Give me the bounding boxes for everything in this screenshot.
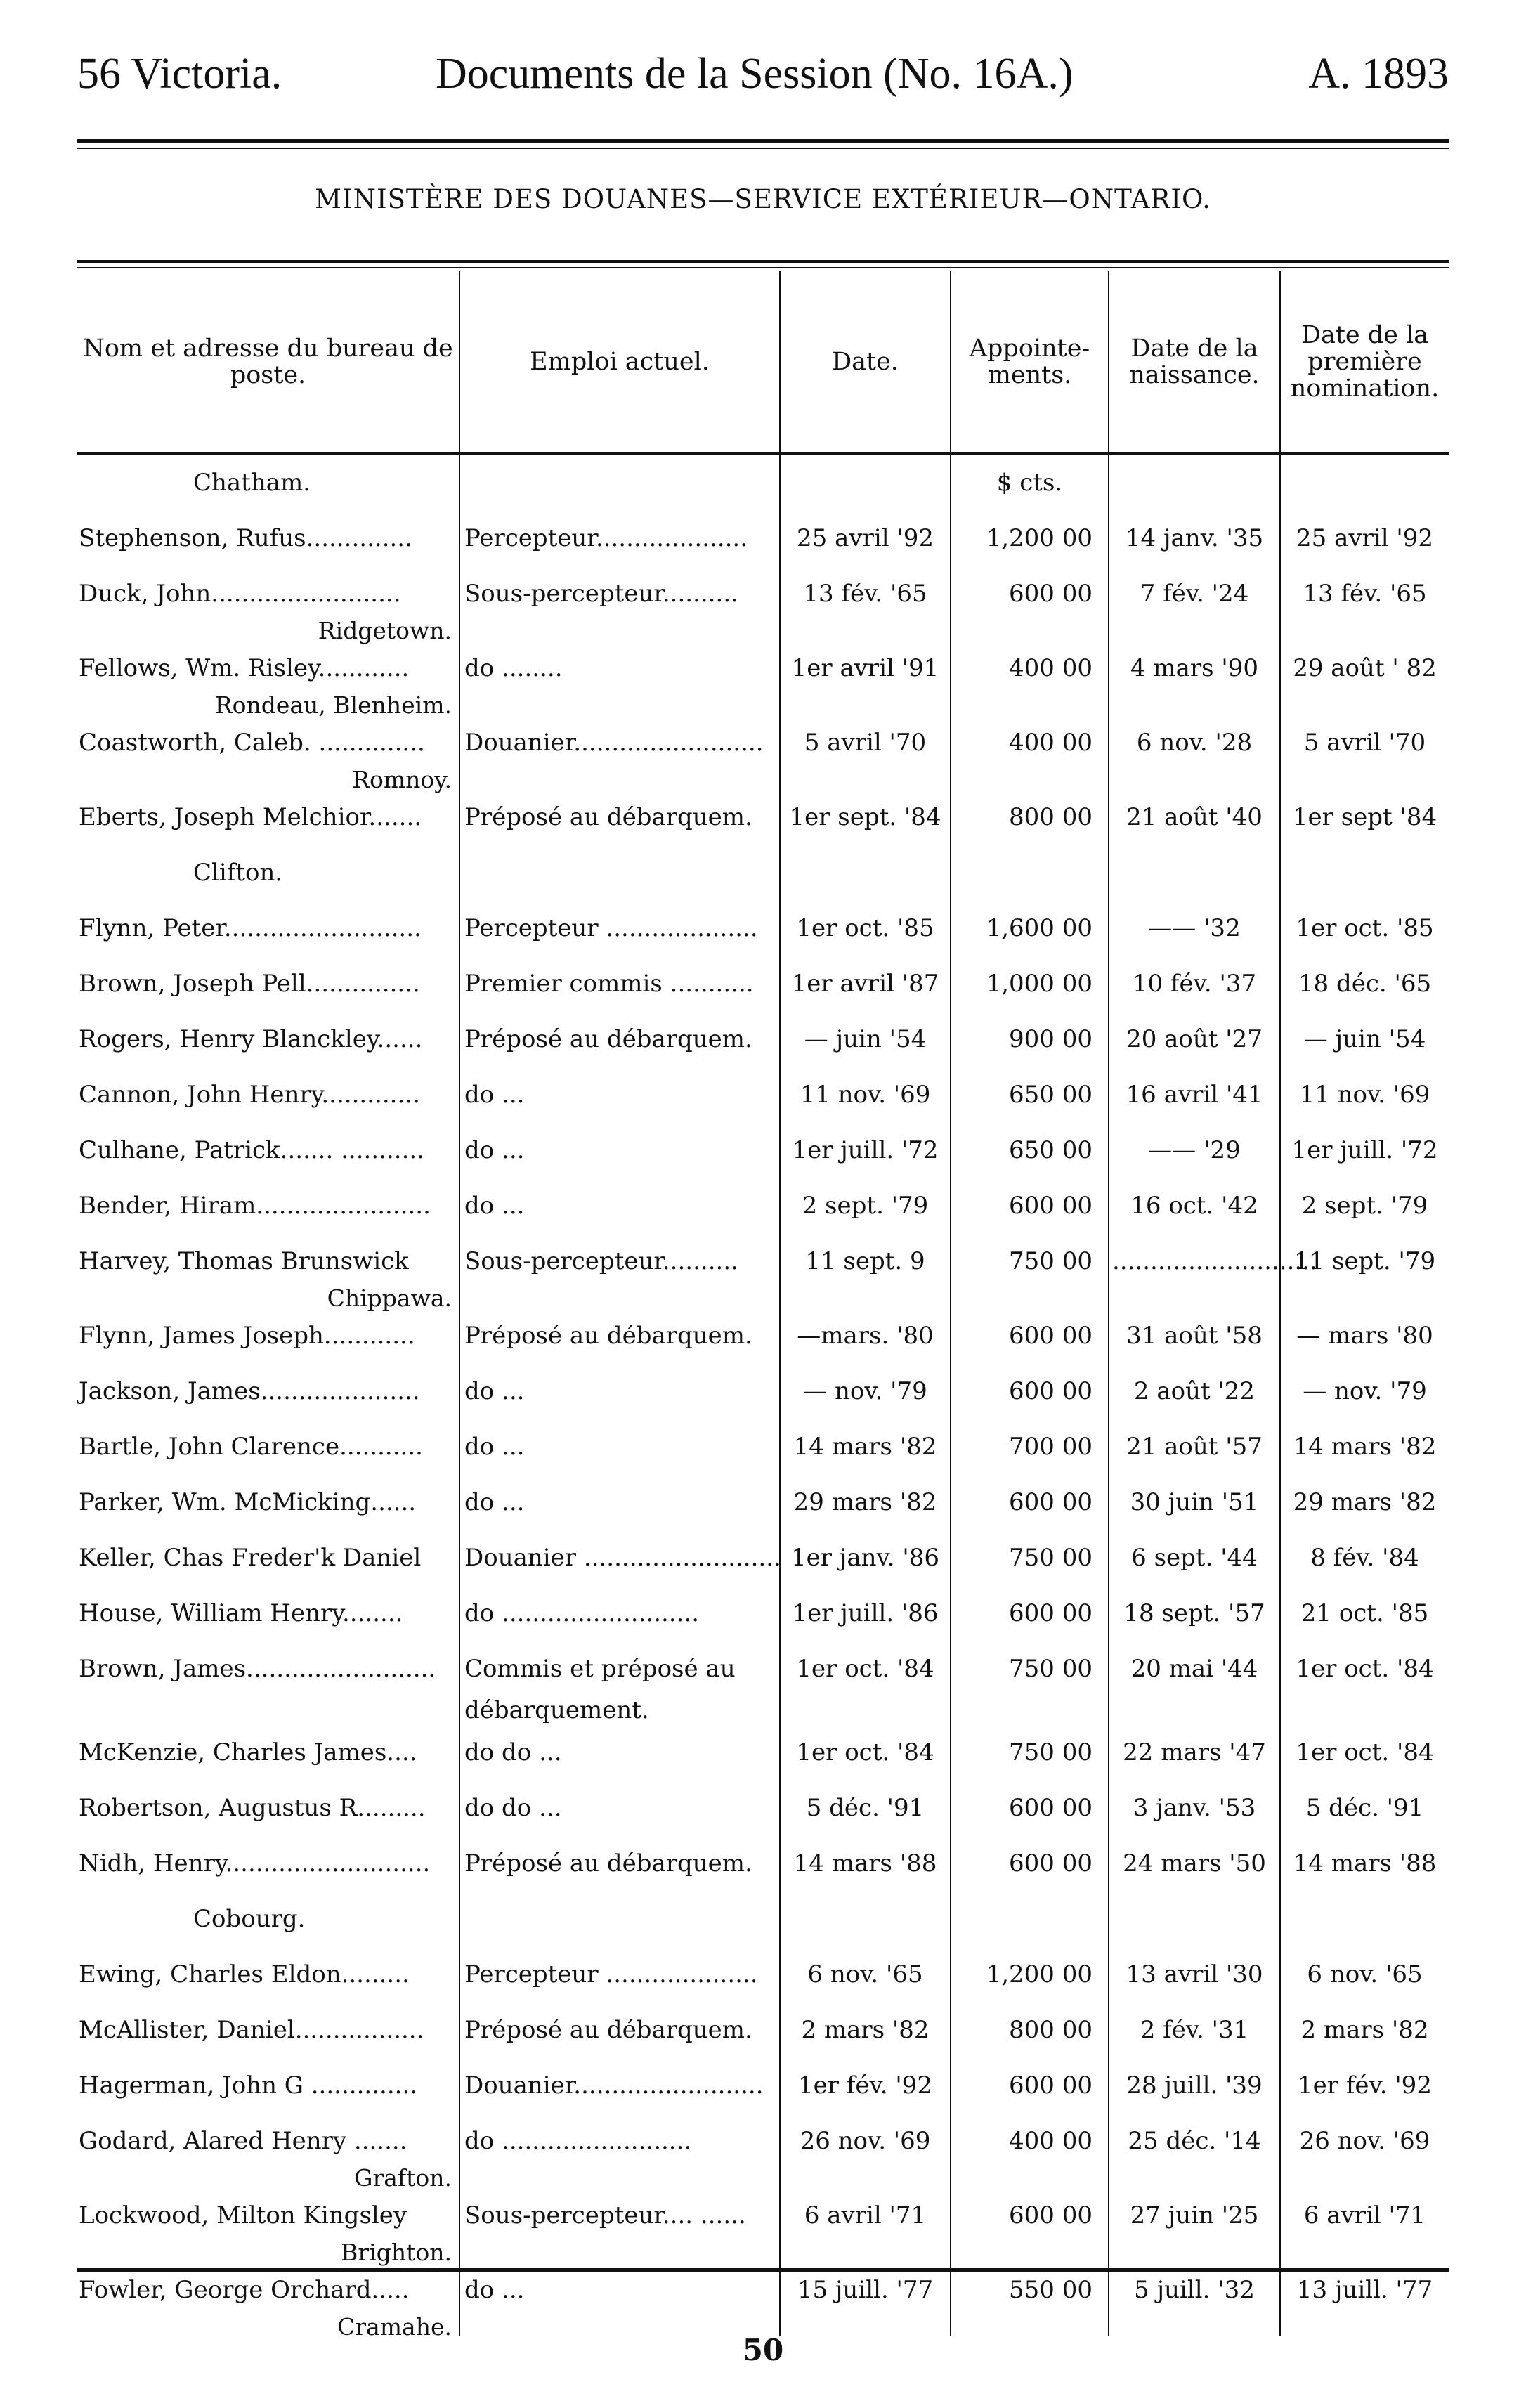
header-right: A. 1893 xyxy=(1308,50,1449,98)
cell-emploi: do ... xyxy=(459,1474,780,1530)
cell-naissance: 4 mars '90 xyxy=(1109,640,1280,696)
cell-name: Harvey, Thomas Brunswick xyxy=(79,1247,409,1275)
cell-nomination: 2 sept. '79 xyxy=(1280,1178,1449,1233)
cell-emploi xyxy=(459,770,780,789)
cell-appointements: 900 00 xyxy=(951,1011,1109,1067)
cell-name: Jackson, James..................... xyxy=(79,1377,420,1405)
header-rule-thick xyxy=(77,139,1449,143)
cell-name: Lockwood, Milton Kingsley xyxy=(79,2201,407,2230)
cell-date: — nov. '79 xyxy=(780,1363,951,1419)
cell-date: 11 sept. 9 xyxy=(780,1233,951,1289)
location-subrow xyxy=(77,770,1449,789)
cell-date: — juin '54 xyxy=(780,1011,951,1067)
table-row xyxy=(77,956,1449,1011)
location-subrow xyxy=(77,2243,1449,2262)
cell-naissance xyxy=(1109,453,1280,510)
cell-naissance: 20 août '27 xyxy=(1109,1011,1280,1067)
cell-date xyxy=(780,845,951,900)
cell-emploi: do ......................... xyxy=(459,2113,780,2168)
location-name: Rondeau, Blenheim. xyxy=(214,691,452,719)
cell-naissance: 18 sept. '57 xyxy=(1109,1585,1280,1641)
cell-name: McAllister, Daniel................. xyxy=(79,2015,424,2044)
cell-empty xyxy=(1109,696,1280,715)
cell-date: —mars. '80 xyxy=(780,1308,951,1363)
cell-emploi xyxy=(459,453,780,510)
cell-name: Rogers, Henry Blanckley...... xyxy=(79,1024,423,1053)
cell-date: 2 mars '82 xyxy=(780,2002,951,2057)
cell-empty xyxy=(951,1696,1109,1724)
table-row xyxy=(77,715,1449,770)
staff-table xyxy=(77,271,1449,2341)
cell-naissance: 21 août '40 xyxy=(1109,789,1280,845)
cell-emploi: do ... xyxy=(459,1419,780,1474)
cell-emploi: Sous-percepteur.......... xyxy=(459,566,780,621)
cell-empty xyxy=(1280,2243,1449,2262)
cell-naissance: —— '29 xyxy=(1109,1122,1280,1178)
cell-nomination: 18 déc. '65 xyxy=(1280,956,1449,1011)
table-row xyxy=(77,2057,1449,2113)
cell-date: 1er oct. '85 xyxy=(780,900,951,956)
cell-emploi: Commis et préposé au xyxy=(459,1641,780,1696)
table-body xyxy=(77,453,1449,2341)
cell-empty xyxy=(780,2168,951,2187)
cell-date: 1er juill. '72 xyxy=(780,1122,951,1178)
table-row xyxy=(77,1585,1449,1641)
cell-empty xyxy=(1109,2168,1280,2187)
table-top-rule xyxy=(77,260,1449,263)
table-row xyxy=(77,1233,1449,1289)
table-row xyxy=(77,1780,1449,1835)
page-header xyxy=(77,49,1449,105)
table-row xyxy=(77,1641,1449,1696)
table-row xyxy=(77,900,1449,956)
col-header-date: Date. xyxy=(780,271,951,453)
location-name: Chippawa. xyxy=(327,1284,452,1312)
cell-appointements: 800 00 xyxy=(951,2002,1109,2057)
cell-date xyxy=(780,1891,951,1946)
cell-name: Fowler, George Orchard..... xyxy=(79,2275,410,2304)
cell-empty xyxy=(951,621,1109,640)
location-name: Romnoy. xyxy=(352,766,452,793)
cell-nomination: 29 mars '82 xyxy=(1280,1474,1449,1530)
header-left: 56 Victoria. xyxy=(77,50,282,98)
cell-emploi: do ... xyxy=(459,1178,780,1233)
cell-name: Parker, Wm. McMicking...... xyxy=(79,1488,417,1516)
cell-appointements: 600 00 xyxy=(951,1585,1109,1641)
cell-emploi xyxy=(459,696,780,715)
cell-emploi: Préposé au débarquem. xyxy=(459,1011,780,1067)
cell-naissance: 14 janv. '35 xyxy=(1109,510,1280,566)
cell-nomination: 1er sept '84 xyxy=(1280,789,1449,845)
cell-name: Hagerman, John G .............. xyxy=(79,2071,418,2100)
cell-emploi: Sous-percepteur.......... xyxy=(459,1233,780,1289)
cell-appointements: 550 00 xyxy=(951,2262,1109,2317)
location-name: Brighton. xyxy=(341,2239,452,2266)
cell-name: Flynn, Peter.......................... xyxy=(79,913,422,942)
cell-name: Duck, John......................... xyxy=(79,579,401,608)
cell-emploi: do .......................... xyxy=(459,1585,780,1641)
cell-appointements: 1,000 00 xyxy=(951,956,1109,1011)
cell-naissance: —— '32 xyxy=(1109,900,1280,956)
cell-emploi xyxy=(459,845,780,900)
cell-name: Keller, Chas Freder'k Daniel xyxy=(79,1543,422,1572)
cell-naissance: 28 juill. '39 xyxy=(1109,2057,1280,2113)
cell-nomination: 6 avril '71 xyxy=(1280,2187,1449,2243)
cell-naissance: 2 fév. '31 xyxy=(1109,2002,1280,2057)
table-row xyxy=(77,1419,1449,1474)
col-header-appointements: Appointe- ments. xyxy=(951,271,1109,453)
cell-nomination: 8 fév. '84 xyxy=(1280,1530,1449,1585)
cell-date: 6 nov. '65 xyxy=(780,1946,951,2002)
cell-appointements: 1,200 00 xyxy=(951,1946,1109,2002)
section-row xyxy=(77,453,1449,510)
cell-appointements: 400 00 xyxy=(951,715,1109,770)
cell-date: 5 déc. '91 xyxy=(780,1780,951,1835)
table-row xyxy=(77,1122,1449,1178)
location-name: Ridgetown. xyxy=(318,617,452,644)
cell-appointements: 800 00 xyxy=(951,789,1109,845)
cell-emploi: do ... xyxy=(459,1067,780,1122)
cell-nomination: — juin '54 xyxy=(1280,1011,1449,1067)
cell-appointements: 600 00 xyxy=(951,1474,1109,1530)
cell-name: Fellows, Wm. Risley............ xyxy=(79,653,410,682)
cell-name: Culhane, Patrick....... ........... xyxy=(79,1135,424,1164)
section-name: Clifton. xyxy=(193,858,283,887)
cell-naissance: 27 juin '25 xyxy=(1109,2187,1280,2243)
cell-empty xyxy=(951,1289,1109,1308)
cell-appointements: 600 00 xyxy=(951,1835,1109,1891)
cell-naissance: 16 avril '41 xyxy=(1109,1067,1280,1122)
cell-appointements: 1,200 00 xyxy=(951,510,1109,566)
table-row xyxy=(77,789,1449,845)
cell-appointements: 400 00 xyxy=(951,2113,1109,2168)
table-row xyxy=(77,1530,1449,1585)
cell-nomination: 1er oct. '84 xyxy=(1280,1724,1449,1780)
cell-nomination: 26 nov. '69 xyxy=(1280,2113,1449,2168)
cell-naissance: 3 janv. '53 xyxy=(1109,1780,1280,1835)
cell-naissance: 22 mars '47 xyxy=(1109,1724,1280,1780)
cell-name: Brown, Joseph Pell............... xyxy=(79,969,420,998)
cell-appointements: 750 00 xyxy=(951,1724,1109,1780)
cell-emploi: Préposé au débarquem. xyxy=(459,1308,780,1363)
cell-emploi: do do ... xyxy=(459,1724,780,1780)
location-name: Grafton. xyxy=(354,2164,452,2192)
table-row xyxy=(77,1946,1449,2002)
cell-emploi xyxy=(459,2243,780,2262)
cell-empty xyxy=(780,1289,951,1308)
cell-naissance: 25 déc. '14 xyxy=(1109,2113,1280,2168)
cell-empty xyxy=(951,770,1109,789)
cell-emploi xyxy=(459,621,780,640)
cell-date: 29 mars '82 xyxy=(780,1474,951,1530)
table-row xyxy=(77,640,1449,696)
cell-appointements: 650 00 xyxy=(951,1122,1109,1178)
cell-empty xyxy=(780,1696,951,1724)
cell-emploi: débarquement. xyxy=(459,1696,780,1724)
cell-name: Brown, James......................... xyxy=(79,1654,436,1683)
cell-nomination: 1er juill. '72 xyxy=(1280,1122,1449,1178)
cell-empty xyxy=(780,696,951,715)
cell-empty xyxy=(1109,2243,1280,2262)
table-header-row xyxy=(77,271,1449,453)
cell-name: Bender, Hiram....................... xyxy=(79,1191,431,1220)
cell-nomination: 11 sept. '79 xyxy=(1280,1233,1449,1289)
cell-nomination: 6 nov. '65 xyxy=(1280,1946,1449,2002)
cell-empty xyxy=(780,770,951,789)
cell-name: Robertson, Augustus R......... xyxy=(79,1793,426,1822)
cell-date: 14 mars '82 xyxy=(780,1419,951,1474)
cell-naissance: 2 août '22 xyxy=(1109,1363,1280,1419)
cell-date: 1er oct. '84 xyxy=(780,1724,951,1780)
cell-date: 15 juill. '77 xyxy=(780,2262,951,2317)
location-subrow xyxy=(77,1696,1449,1724)
cell-appointements: 600 00 xyxy=(951,566,1109,621)
cell-empty xyxy=(1109,1289,1280,1308)
cell-emploi xyxy=(459,1289,780,1308)
cell-empty xyxy=(780,621,951,640)
cell-naissance: 31 août '58 xyxy=(1109,1308,1280,1363)
cell-nomination xyxy=(1280,1891,1449,1946)
cell-date: 5 avril '70 xyxy=(780,715,951,770)
location-subrow xyxy=(77,621,1449,640)
table-row xyxy=(77,1178,1449,1233)
cell-name: Stephenson, Rufus.............. xyxy=(79,523,412,552)
cell-emploi: Percepteur.................... xyxy=(459,510,780,566)
cell-emploi: Préposé au débarquem. xyxy=(459,789,780,845)
cell-appointements: 600 00 xyxy=(951,1178,1109,1233)
cell-naissance: ........................... xyxy=(1109,1233,1280,1289)
header-rule-thin xyxy=(77,148,1449,149)
cell-nomination: 13 juill. '77 xyxy=(1280,2262,1449,2317)
cell-emploi: do ... xyxy=(459,2262,780,2317)
cell-naissance xyxy=(1109,845,1280,900)
cell-naissance: 6 nov. '28 xyxy=(1109,715,1280,770)
location-subrow xyxy=(77,696,1449,715)
cell-emploi: Percepteur .................... xyxy=(459,900,780,956)
location-subrow xyxy=(77,1289,1449,1308)
cell-appointements: 600 00 xyxy=(951,1308,1109,1363)
cell-empty xyxy=(1280,1696,1449,1724)
cell-name: Nidh, Henry........................... xyxy=(79,1849,431,1877)
cell-nomination: 13 fév. '65 xyxy=(1280,566,1449,621)
cell-nomination: — mars '80 xyxy=(1280,1308,1449,1363)
cell-appointements: 600 00 xyxy=(951,2187,1109,2243)
cell-name: Eberts, Joseph Melchior....... xyxy=(79,802,422,831)
cell-emploi: Sous-percepteur.... ...... xyxy=(459,2187,780,2243)
cell-name: Cannon, John Henry............. xyxy=(79,1080,420,1109)
cell-nomination: 21 oct. '85 xyxy=(1280,1585,1449,1641)
cell-name: Coastworth, Caleb. .............. xyxy=(79,728,425,757)
cell-empty xyxy=(1280,621,1449,640)
cell-naissance: 21 août '57 xyxy=(1109,1419,1280,1474)
cell-date: 11 nov. '69 xyxy=(780,1067,951,1122)
cell-empty xyxy=(951,2168,1109,2187)
cell-appointements: 650 00 xyxy=(951,1067,1109,1122)
cell-nomination: 5 avril '70 xyxy=(1280,715,1449,770)
cell-naissance: 6 sept. '44 xyxy=(1109,1530,1280,1585)
cell-naissance: 7 fév. '24 xyxy=(1109,566,1280,621)
page-title: MINISTÈRE DES DOUANES—SERVICE EXTÉRIEUR—ONTARIO. xyxy=(315,184,1211,214)
cell-nomination: 2 mars '82 xyxy=(1280,2002,1449,2057)
cell-nomination: 1er oct. '85 xyxy=(1280,900,1449,956)
cell-nomination xyxy=(1280,453,1449,510)
table-row xyxy=(77,510,1449,566)
cell-name: Flynn, James Joseph............ xyxy=(79,1321,415,1350)
cell-emploi xyxy=(459,2168,780,2187)
cell-emploi: do ........ xyxy=(459,640,780,696)
cell-naissance: 13 avril '30 xyxy=(1109,1946,1280,2002)
location-subrow xyxy=(77,2168,1449,2187)
cell-units: $ cts. xyxy=(951,453,1109,510)
cell-naissance xyxy=(1109,1891,1280,1946)
table-row xyxy=(77,1474,1449,1530)
cell-nomination: 5 déc. '91 xyxy=(1280,1780,1449,1835)
cell-appointements: 600 00 xyxy=(951,2057,1109,2113)
table-row xyxy=(77,566,1449,621)
col-header-emploi: Emploi actuel. xyxy=(459,271,780,453)
location-name: Cramahe. xyxy=(337,2313,452,2341)
cell-naissance: 30 juin '51 xyxy=(1109,1474,1280,1530)
cell-appointements: 750 00 xyxy=(951,1530,1109,1585)
cell-emploi: Douanier .......................... xyxy=(459,1530,780,1585)
cell-nomination: 25 avril '92 xyxy=(1280,510,1449,566)
cell-date: 13 fév. '65 xyxy=(780,566,951,621)
table-bottom-rule xyxy=(77,2268,1449,2272)
cell-date: 1er fév. '92 xyxy=(780,2057,951,2113)
cell-date: 2 sept. '79 xyxy=(780,1178,951,1233)
col-header-nomination: Date de la première nomination. xyxy=(1280,271,1449,453)
cell-date: 14 mars '88 xyxy=(780,1835,951,1891)
cell-empty xyxy=(1280,770,1449,789)
table-row xyxy=(77,1067,1449,1122)
cell-naissance: 10 fév. '37 xyxy=(1109,956,1280,1011)
col-header-name: Nom et adresse du bureau de poste. xyxy=(77,271,459,453)
cell-nomination: 1er oct. '84 xyxy=(1280,1641,1449,1696)
cell-nomination: 1er fév. '92 xyxy=(1280,2057,1449,2113)
location-name xyxy=(77,1696,459,1724)
cell-emploi: do ... xyxy=(459,1122,780,1178)
cell-nomination: 11 nov. '69 xyxy=(1280,1067,1449,1122)
cell-naissance: 16 oct. '42 xyxy=(1109,1178,1280,1233)
table-row xyxy=(77,1011,1449,1067)
cell-appointements: 750 00 xyxy=(951,1641,1109,1696)
cell-emploi: Douanier......................... xyxy=(459,715,780,770)
cell-name: Godard, Alared Henry ....... xyxy=(79,2126,407,2155)
cell-naissance: 5 juill. '32 xyxy=(1109,2262,1280,2317)
table-row xyxy=(77,1363,1449,1419)
cell-empty xyxy=(1109,621,1280,640)
header-center: Documents de la Session (No. 16A.) xyxy=(436,50,1074,98)
cell-empty xyxy=(1280,1289,1449,1308)
cell-units xyxy=(951,1891,1109,1946)
cell-date: 26 nov. '69 xyxy=(780,2113,951,2168)
cell-date xyxy=(780,453,951,510)
cell-naissance: 20 mai '44 xyxy=(1109,1641,1280,1696)
cell-name: McKenzie, Charles James.... xyxy=(79,1738,417,1766)
cell-empty xyxy=(951,2243,1109,2262)
cell-empty xyxy=(1280,696,1449,715)
cell-date: 1er avril '87 xyxy=(780,956,951,1011)
cell-nomination xyxy=(1280,845,1449,900)
cell-naissance: 24 mars '50 xyxy=(1109,1835,1280,1891)
table-row xyxy=(77,2002,1449,2057)
table-row xyxy=(77,1835,1449,1891)
cell-empty xyxy=(951,696,1109,715)
cell-emploi: do ... xyxy=(459,1363,780,1419)
cell-appointements: 600 00 xyxy=(951,1363,1109,1419)
cell-name: Ewing, Charles Eldon......... xyxy=(79,1960,410,1989)
cell-empty xyxy=(1109,1696,1280,1724)
cell-date: 1er janv. '86 xyxy=(780,1530,951,1585)
section-name: Chatham. xyxy=(193,468,311,497)
cell-appointements: 1,600 00 xyxy=(951,900,1109,956)
cell-emploi: Douanier......................... xyxy=(459,2057,780,2113)
cell-date: 1er oct. '84 xyxy=(780,1641,951,1696)
cell-nomination: 14 mars '88 xyxy=(1280,1835,1449,1891)
table-row xyxy=(77,2113,1449,2168)
cell-nomination: 29 août ' 82 xyxy=(1280,640,1449,696)
cell-date: 25 avril '92 xyxy=(780,510,951,566)
cell-empty xyxy=(1280,2168,1449,2187)
cell-appointements: 400 00 xyxy=(951,640,1109,696)
cell-appointements: 600 00 xyxy=(951,1780,1109,1835)
section-row xyxy=(77,1891,1449,1946)
cell-empty xyxy=(780,2243,951,2262)
cell-appointements: 750 00 xyxy=(951,1233,1109,1289)
cell-date: 1er juill. '86 xyxy=(780,1585,951,1641)
table-row xyxy=(77,2187,1449,2243)
col-header-naissance: Date de la naissance. xyxy=(1109,271,1280,453)
cell-emploi: Premier commis ........... xyxy=(459,956,780,1011)
table-row xyxy=(77,1724,1449,1780)
cell-name: Bartle, John Clarence........... xyxy=(79,1432,423,1461)
section-name: Cobourg. xyxy=(193,1904,306,1933)
table-row xyxy=(77,1308,1449,1363)
cell-date: 1er sept. '84 xyxy=(780,789,951,845)
cell-name: House, William Henry........ xyxy=(79,1599,403,1627)
cell-emploi: do do ... xyxy=(459,1780,780,1835)
cell-units xyxy=(951,845,1109,900)
section-row xyxy=(77,845,1449,900)
cell-nomination: 14 mars '82 xyxy=(1280,1419,1449,1474)
cell-appointements: 700 00 xyxy=(951,1419,1109,1474)
cell-emploi: Percepteur .................... xyxy=(459,1946,780,2002)
cell-date: 6 avril '71 xyxy=(780,2187,951,2243)
table-top-rule-thin xyxy=(77,267,1449,268)
cell-emploi: Préposé au débarquem. xyxy=(459,1835,780,1891)
page-number: 50 xyxy=(742,2333,784,2367)
cell-nomination: — nov. '79 xyxy=(1280,1363,1449,1419)
cell-emploi: Préposé au débarquem. xyxy=(459,2002,780,2057)
cell-emploi xyxy=(459,1891,780,1946)
cell-empty xyxy=(1109,770,1280,789)
cell-date: 1er avril '91 xyxy=(780,640,951,696)
